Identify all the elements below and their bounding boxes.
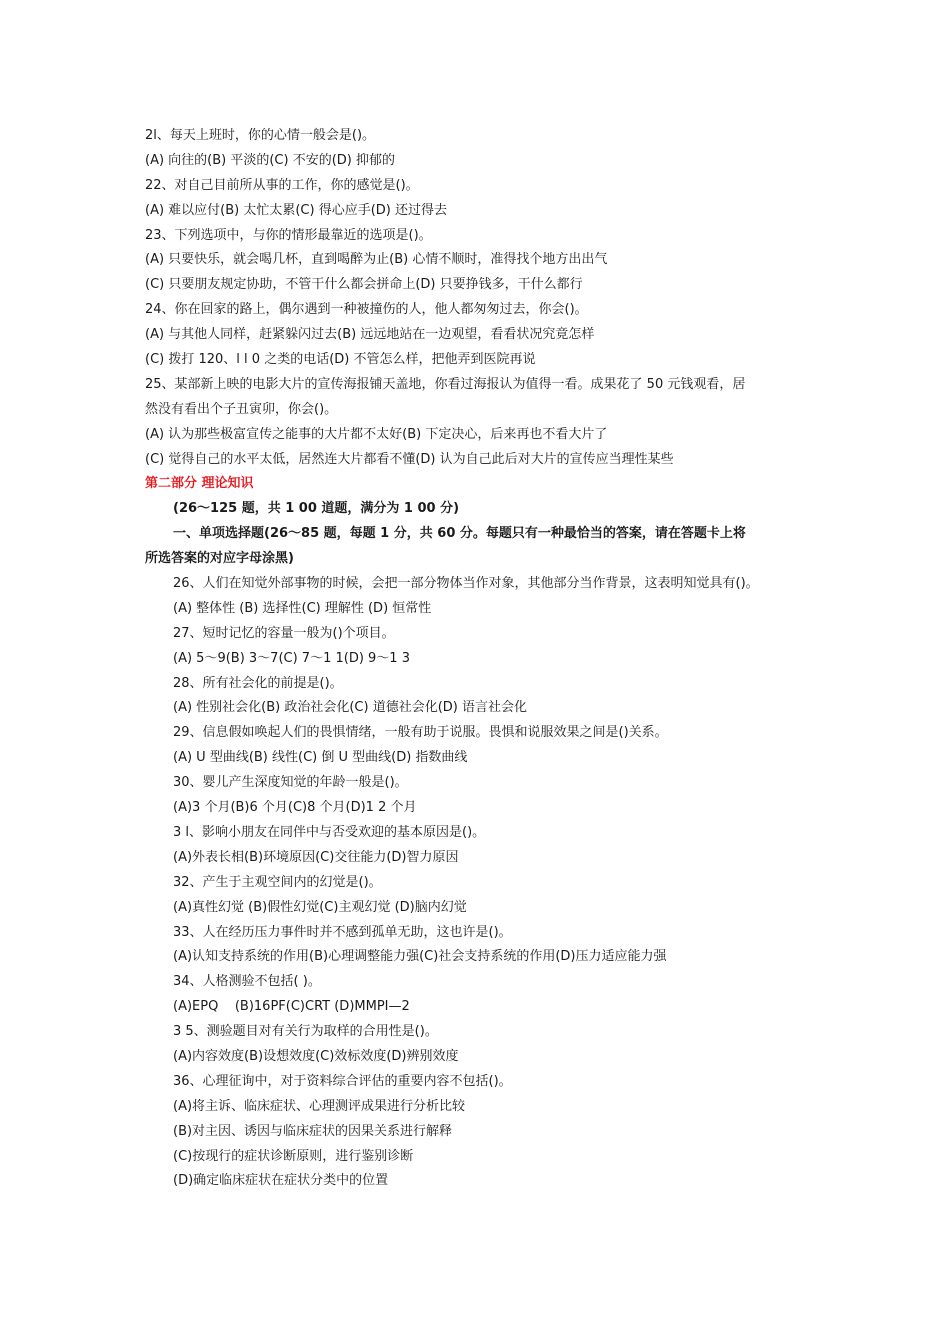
part2-heading: 第二部分 理论知识 [145,476,254,492]
question-27: 27、短时记忆的容量一般为()个项目。 [173,625,395,641]
section-title-line2: 所选答案的对应字母涂黑) [145,551,294,567]
question-23-options-cd: (C) 只要朋友规定协助，不管干什么都会拼命上(D) 只要挣钱多，干什么都行 [145,277,583,293]
question-24: 24、你在回家的路上，偶尔遇到一种被撞伤的人，他人都匆匆过去，你会()。 [145,302,588,318]
question-32-options: (A)真性幻觉 (B)假性幻觉(C)主观幻觉 (D)脑内幻觉 [173,899,467,915]
question-26-options: (A) 整体性 (B) 选择性(C) 理解性 (D) 恒常性 [173,600,432,616]
question-31-options: (A)外表长相(B)环境原因(C)交往能力(D)智力原因 [173,849,459,865]
section-title-line1: 一、单项选择题(26～85 题，每题 1 分，共 60 分。每题只有一种最恰当的答案，请在答题卡上将 [173,526,746,542]
question-21: 2l、每天上班时，你的心情一般会是()。 [145,128,376,143]
question-36: 36、心理征询中，对于资料综合评估的重要内容不包括()。 [173,1073,512,1089]
question-27-options: (A) 5～9(B) 3～7(C) 7～1 1(D) 9～1 3 [173,650,410,666]
question-34-options: (A)EPQ (B)16PF(C)CRT (D)MMPI—2 [173,999,410,1015]
question-25-options-ab: (A) 认为那些极富宣传之能事的大片都不太好(B) 下定决心，后来再也不看大片了 [145,426,608,442]
question-24-options-cd: (C) 拨打 120、l l 0 之类的电话(D) 不管怎么样，把他弄到医院再说 [145,352,536,368]
question-22: 22、对自己目前所从事的工作，你的感觉是()。 [145,177,419,193]
question-25-line1: 25、某部新上映的电影大片的宣传海报铺天盖地，你看过海报认为值得一看。成果花了 50 元钱观看，居 [145,376,746,392]
question-23-options-ab: (A) 只要快乐，就会喝几杯，直到喝醉为止(B) 心情不顺时，准得找个地方出出气 [145,252,608,268]
question-34: 34、人格测验不包括( )。 [173,974,321,990]
question-28: 28、所有社会化的前提是()。 [173,675,343,691]
question-36-option-c: (C)按现行的症状诊断原则，进行鉴别诊断 [173,1148,414,1164]
question-23: 23、下列选项中，与你的情形最靠近的选项是()。 [145,227,432,243]
question-30-options: (A)3 个月(B)6 个月(C)8 个月(D)1 2 个月 [173,800,417,816]
question-35-options: (A)内容效度(B)设想效度(C)效标效度(D)辨别效度 [173,1048,459,1064]
question-32: 32、产生于主观空间内的幻觉是()。 [173,874,382,890]
question-30: 30、婴儿产生深度知觉的年龄一般是()。 [173,775,408,791]
question-36-option-b: (B)对主因、诱因与临床症状的因果关系进行解释 [173,1123,453,1139]
question-24-options-ab: (A) 与其他人同样，赶紧躲闪过去(B) 远远地站在一边观望，看看状况究竟怎样 [145,327,595,343]
question-33: 33、人在经历压力事件时并不感到孤单无助，这也许是()。 [173,924,512,940]
question-33-options: (A)认知支持系统的作用(B)心理调整能力强(C)社会支持系统的作用(D)压力适应能力强 [173,949,667,965]
question-26: 26、人们在知觉外部事物的时候，会把一部分物体当作对象，其他部分当作背景，这表明知觉具有()。 [173,576,759,592]
question-22-options: (A) 难以应付(B) 太忙太累(C) 得心应手(D) 还过得去 [145,202,448,218]
question-21-options: (A) 向往的(B) 平淡的(C) 不安的(D) 抑郁的 [145,152,396,168]
question-35: 3 5、测验题目对有关行为取样的合用性是()。 [173,1024,438,1040]
question-29: 29、信息假如唤起人们的畏惧情绪，一般有助于说服。畏惧和说服效果之间是()关系。 [173,725,668,741]
question-25-options-cd: (C) 觉得自己的水平太低，居然连大片都看不懂(D) 认为自己此后对大片的宣传应当理性某些 [145,451,674,467]
question-25-line2: 然没有看出个子丑寅卯，你会()。 [145,401,338,417]
question-28-options: (A) 性别社会化(B) 政治社会化(C) 道德社会化(D) 语言社会化 [173,700,528,716]
question-36-option-a: (A)将主诉、临床症状、心理测评成果进行分析比较 [173,1098,466,1114]
part2-subheading: (26～125 题，共 1 00 道题，满分为 1 00 分) [173,501,460,517]
document-page [145,124,835,1194]
question-36-option-d: (D)确定临床症状在症状分类中的位置 [173,1173,389,1189]
question-31: 3 l、影响小朋友在同伴中与否受欢迎的基本原因是()。 [173,824,486,840]
question-29-options: (A) U 型曲线(B) 线性(C) 倒 U 型曲线(D) 指数曲线 [173,750,468,766]
